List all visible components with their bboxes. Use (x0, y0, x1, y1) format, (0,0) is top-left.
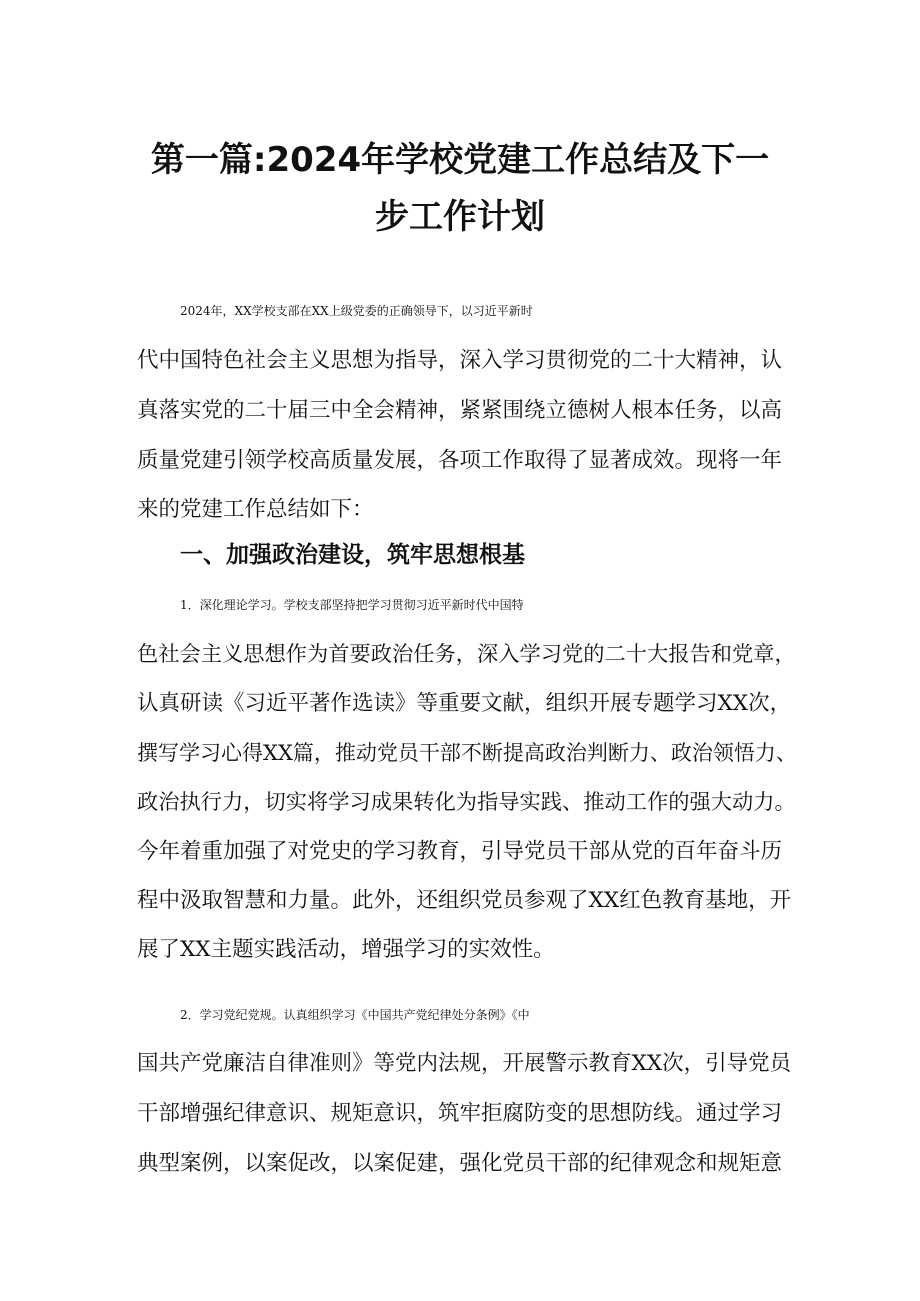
item1-line: 色社会主义思想作为首要政治任务，深入学习党的二十大报告和党章， (137, 642, 796, 667)
intro-line: 来的党建工作总结如下： (137, 497, 374, 522)
item2-line: 干部增强纪律意识、规矩意识，筑牢拒腐防变的思想防线。通过学习 (137, 1101, 783, 1126)
item1-line: 认真研读《习近平著作选读》等重要文献，组织开展专题学习XX次， (137, 691, 792, 716)
document-title-line-2: 步工作计划 (375, 197, 545, 237)
item2-line: 国共产党廉洁自律准则》等党内法规，开展警示教育XX次，引导党员 (137, 1051, 792, 1076)
item1-line: 程中汲取智慧和力量。此外，还组织党员参观了XX红色教育基地，开 (137, 888, 792, 913)
item2-line: 典型案例，以案促改，以案促建，强化党员干部的纪律观念和规矩意 (137, 1151, 783, 1176)
item1-line: 政治执行力，切实将学习成果转化为指导实践、推动工作的强大动力。 (137, 790, 796, 815)
item1-line: 今年着重加强了对党史的学习教育，引导党员干部从党的百年奋斗历 (137, 839, 783, 864)
section-heading: 一、加强政治建设，筑牢思想根基 (180, 542, 525, 568)
intro-line: 2024年，XX学校支部在XX上级党委的正确领导下，以习近平新时 (180, 304, 533, 318)
intro-line: 代中国特色社会主义思想为指导，深入学习贯彻党的二十大精神，认 (137, 348, 783, 373)
intro-line: 质量党建引领学校高质量发展，各项工作取得了显著成效。现将一年 (137, 448, 783, 473)
document-title-line-1: 第一篇:2024年学校党建工作总结及下一 (150, 140, 770, 180)
item2-line: 2．学习党纪党规。认真组织学习《中国共产党纪律处分条例》《中 (180, 1008, 530, 1022)
item1-line: 撰写学习心得XX篇，推动党员干部不断提高政治判断力、政治领悟力、 (137, 741, 797, 765)
item1-line: 1．深化理论学习。学校支部坚持把学习贯彻习近平新时代中国特 (180, 598, 524, 612)
intro-line: 真落实党的二十届三中全会精神，紧紧围绕立德树人根本任务，以高 (137, 398, 783, 423)
item1-line: 展了XX主题实践活动，增强学习的实效性。 (137, 937, 555, 962)
